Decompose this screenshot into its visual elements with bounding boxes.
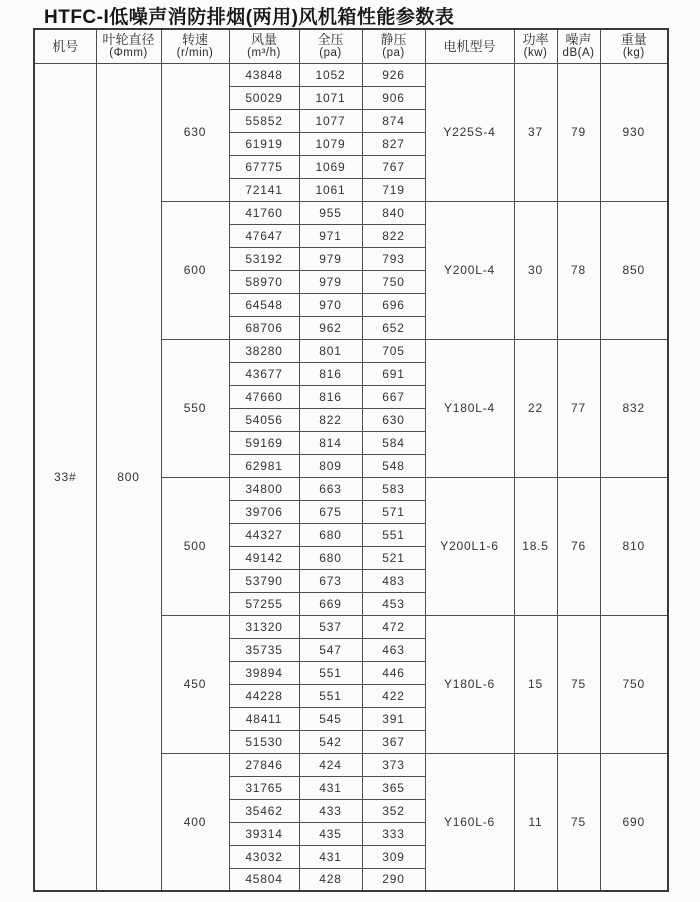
static-pressure-cell: 705 xyxy=(362,339,425,362)
static-pressure-cell: 767 xyxy=(362,155,425,178)
static-pressure-cell: 874 xyxy=(362,109,425,132)
total-pressure-cell: 814 xyxy=(299,431,362,454)
static-pressure-cell: 691 xyxy=(362,362,425,385)
total-pressure-cell: 673 xyxy=(299,569,362,592)
air-volume-cell: 64548 xyxy=(229,293,299,316)
noise-cell: 75 xyxy=(557,753,600,891)
static-pressure-cell: 373 xyxy=(362,753,425,776)
total-pressure-cell: 971 xyxy=(299,224,362,247)
air-volume-cell: 61919 xyxy=(229,132,299,155)
static-pressure-cell: 630 xyxy=(362,408,425,431)
air-volume-cell: 27846 xyxy=(229,753,299,776)
column-unit: (pa) xyxy=(382,47,405,60)
air-volume-cell: 50029 xyxy=(229,86,299,109)
column-header-8 xyxy=(557,29,600,63)
air-volume-cell: 35462 xyxy=(229,799,299,822)
total-pressure-cell: 545 xyxy=(299,707,362,730)
static-pressure-cell: 822 xyxy=(362,224,425,247)
noise-cell: 77 xyxy=(557,339,600,477)
column-unit: dB(A) xyxy=(562,47,595,60)
air-volume-cell: 43848 xyxy=(229,63,299,86)
power-cell: 30 xyxy=(514,201,557,339)
total-pressure-cell: 675 xyxy=(299,500,362,523)
total-pressure-cell: 435 xyxy=(299,822,362,845)
total-pressure-cell: 547 xyxy=(299,638,362,661)
air-volume-cell: 62981 xyxy=(229,454,299,477)
air-volume-cell: 38280 xyxy=(229,339,299,362)
machine-no-cell: 33# xyxy=(34,63,96,891)
power-cell: 18.5 xyxy=(514,477,557,615)
air-volume-cell: 43032 xyxy=(229,845,299,868)
column-unit: (kw) xyxy=(523,47,548,60)
air-volume-cell: 72141 xyxy=(229,178,299,201)
total-pressure-cell: 979 xyxy=(299,247,362,270)
speed-cell: 630 xyxy=(161,63,229,201)
static-pressure-cell: 463 xyxy=(362,638,425,661)
static-pressure-cell: 548 xyxy=(362,454,425,477)
air-volume-cell: 45804 xyxy=(229,868,299,891)
static-pressure-cell: 584 xyxy=(362,431,425,454)
static-pressure-cell: 453 xyxy=(362,592,425,615)
total-pressure-cell: 955 xyxy=(299,201,362,224)
static-pressure-cell: 926 xyxy=(362,63,425,86)
static-pressure-cell: 652 xyxy=(362,316,425,339)
column-header-6 xyxy=(425,29,514,63)
static-pressure-cell: 906 xyxy=(362,86,425,109)
static-pressure-cell: 521 xyxy=(362,546,425,569)
air-volume-cell: 51530 xyxy=(229,730,299,753)
total-pressure-cell: 816 xyxy=(299,385,362,408)
weight-cell: 810 xyxy=(600,477,668,615)
noise-cell: 75 xyxy=(557,615,600,753)
total-pressure-cell: 1069 xyxy=(299,155,362,178)
column-label: 电机型号 xyxy=(443,38,496,54)
total-pressure-cell: 1061 xyxy=(299,178,362,201)
column-unit: (pa) xyxy=(319,47,342,60)
power-cell: 22 xyxy=(514,339,557,477)
column-unit: (m³/h) xyxy=(247,47,281,60)
speed-cell: 500 xyxy=(161,477,229,615)
column-label: 机号 xyxy=(52,38,79,54)
air-volume-cell: 39314 xyxy=(229,822,299,845)
weight-cell: 750 xyxy=(600,615,668,753)
total-pressure-cell: 537 xyxy=(299,615,362,638)
column-header-0 xyxy=(34,29,96,63)
static-pressure-cell: 290 xyxy=(362,868,425,891)
static-pressure-cell: 750 xyxy=(362,270,425,293)
motor-model-cell: Y180L-4 xyxy=(425,339,514,477)
air-volume-cell: 39894 xyxy=(229,661,299,684)
column-label: 静压 xyxy=(380,32,407,48)
total-pressure-cell: 1071 xyxy=(299,86,362,109)
total-pressure-cell: 822 xyxy=(299,408,362,431)
column-label: 转速 xyxy=(181,32,208,48)
total-pressure-cell: 431 xyxy=(299,845,362,868)
total-pressure-cell: 962 xyxy=(299,316,362,339)
static-pressure-cell: 446 xyxy=(362,661,425,684)
total-pressure-cell: 542 xyxy=(299,730,362,753)
total-pressure-cell: 680 xyxy=(299,523,362,546)
weight-cell: 832 xyxy=(600,339,668,477)
air-volume-cell: 68706 xyxy=(229,316,299,339)
motor-model-cell: Y200L1-6 xyxy=(425,477,514,615)
fan-spec-table xyxy=(33,28,669,892)
column-header-5 xyxy=(362,29,425,63)
column-unit: (Φmm) xyxy=(109,47,148,60)
air-volume-cell: 44228 xyxy=(229,684,299,707)
air-volume-cell: 44327 xyxy=(229,523,299,546)
air-volume-cell: 35735 xyxy=(229,638,299,661)
air-volume-cell: 53790 xyxy=(229,569,299,592)
static-pressure-cell: 827 xyxy=(362,132,425,155)
total-pressure-cell: 669 xyxy=(299,592,362,615)
weight-cell: 850 xyxy=(600,201,668,339)
static-pressure-cell: 365 xyxy=(362,776,425,799)
air-volume-cell: 59169 xyxy=(229,431,299,454)
air-volume-cell: 47660 xyxy=(229,385,299,408)
static-pressure-cell: 391 xyxy=(362,707,425,730)
column-label: 重量 xyxy=(620,32,647,48)
static-pressure-cell: 422 xyxy=(362,684,425,707)
total-pressure-cell: 809 xyxy=(299,454,362,477)
static-pressure-cell: 367 xyxy=(362,730,425,753)
total-pressure-cell: 680 xyxy=(299,546,362,569)
speed-cell: 400 xyxy=(161,753,229,891)
table-row xyxy=(34,63,668,86)
column-header-1 xyxy=(96,29,161,63)
total-pressure-cell: 979 xyxy=(299,270,362,293)
power-cell: 37 xyxy=(514,63,557,201)
static-pressure-cell: 309 xyxy=(362,845,425,868)
power-cell: 11 xyxy=(514,753,557,891)
total-pressure-cell: 424 xyxy=(299,753,362,776)
static-pressure-cell: 793 xyxy=(362,247,425,270)
page-title: HTFC-I低噪声消防排烟(两用)风机箱性能参数表 xyxy=(44,7,455,28)
air-volume-cell: 31765 xyxy=(229,776,299,799)
total-pressure-cell: 1077 xyxy=(299,109,362,132)
total-pressure-cell: 433 xyxy=(299,799,362,822)
table-header-row xyxy=(34,29,668,63)
air-volume-cell: 43677 xyxy=(229,362,299,385)
air-volume-cell: 67775 xyxy=(229,155,299,178)
weight-cell: 690 xyxy=(600,753,668,891)
total-pressure-cell: 551 xyxy=(299,661,362,684)
total-pressure-cell: 428 xyxy=(299,868,362,891)
air-volume-cell: 47647 xyxy=(229,224,299,247)
static-pressure-cell: 333 xyxy=(362,822,425,845)
air-volume-cell: 57255 xyxy=(229,592,299,615)
air-volume-cell: 54056 xyxy=(229,408,299,431)
static-pressure-cell: 352 xyxy=(362,799,425,822)
static-pressure-cell: 483 xyxy=(362,569,425,592)
air-volume-cell: 34800 xyxy=(229,477,299,500)
column-header-9 xyxy=(600,29,668,63)
speed-cell: 550 xyxy=(161,339,229,477)
motor-model-cell: Y225S-4 xyxy=(425,63,514,201)
noise-cell: 78 xyxy=(557,201,600,339)
column-label: 全压 xyxy=(317,32,344,48)
total-pressure-cell: 801 xyxy=(299,339,362,362)
speed-cell: 450 xyxy=(161,615,229,753)
static-pressure-cell: 571 xyxy=(362,500,425,523)
static-pressure-cell: 840 xyxy=(362,201,425,224)
column-label: 叶轮直径 xyxy=(102,32,155,48)
column-header-3 xyxy=(229,29,299,63)
static-pressure-cell: 472 xyxy=(362,615,425,638)
motor-model-cell: Y200L-4 xyxy=(425,201,514,339)
air-volume-cell: 39706 xyxy=(229,500,299,523)
air-volume-cell: 49142 xyxy=(229,546,299,569)
total-pressure-cell: 551 xyxy=(299,684,362,707)
static-pressure-cell: 696 xyxy=(362,293,425,316)
total-pressure-cell: 663 xyxy=(299,477,362,500)
total-pressure-cell: 1052 xyxy=(299,63,362,86)
weight-cell: 930 xyxy=(600,63,668,201)
air-volume-cell: 53192 xyxy=(229,247,299,270)
impeller-diameter-cell: 800 xyxy=(96,63,161,891)
air-volume-cell: 55852 xyxy=(229,109,299,132)
speed-cell: 600 xyxy=(161,201,229,339)
static-pressure-cell: 551 xyxy=(362,523,425,546)
table-body xyxy=(34,63,668,891)
total-pressure-cell: 1079 xyxy=(299,132,362,155)
column-header-4 xyxy=(299,29,362,63)
total-pressure-cell: 816 xyxy=(299,362,362,385)
total-pressure-cell: 970 xyxy=(299,293,362,316)
column-unit: (kg) xyxy=(622,47,645,60)
column-header-7 xyxy=(514,29,557,63)
column-unit: (r/min) xyxy=(176,47,214,60)
column-label: 噪声 xyxy=(565,32,592,48)
air-volume-cell: 31320 xyxy=(229,615,299,638)
motor-model-cell: Y160L-6 xyxy=(425,753,514,891)
static-pressure-cell: 583 xyxy=(362,477,425,500)
noise-cell: 79 xyxy=(557,63,600,201)
column-label: 风量 xyxy=(250,32,277,48)
power-cell: 15 xyxy=(514,615,557,753)
air-volume-cell: 48411 xyxy=(229,707,299,730)
static-pressure-cell: 719 xyxy=(362,178,425,201)
motor-model-cell: Y180L-6 xyxy=(425,615,514,753)
air-volume-cell: 41760 xyxy=(229,201,299,224)
static-pressure-cell: 667 xyxy=(362,385,425,408)
column-label: 功率 xyxy=(522,32,549,48)
noise-cell: 76 xyxy=(557,477,600,615)
column-header-2 xyxy=(161,29,229,63)
air-volume-cell: 58970 xyxy=(229,270,299,293)
total-pressure-cell: 431 xyxy=(299,776,362,799)
